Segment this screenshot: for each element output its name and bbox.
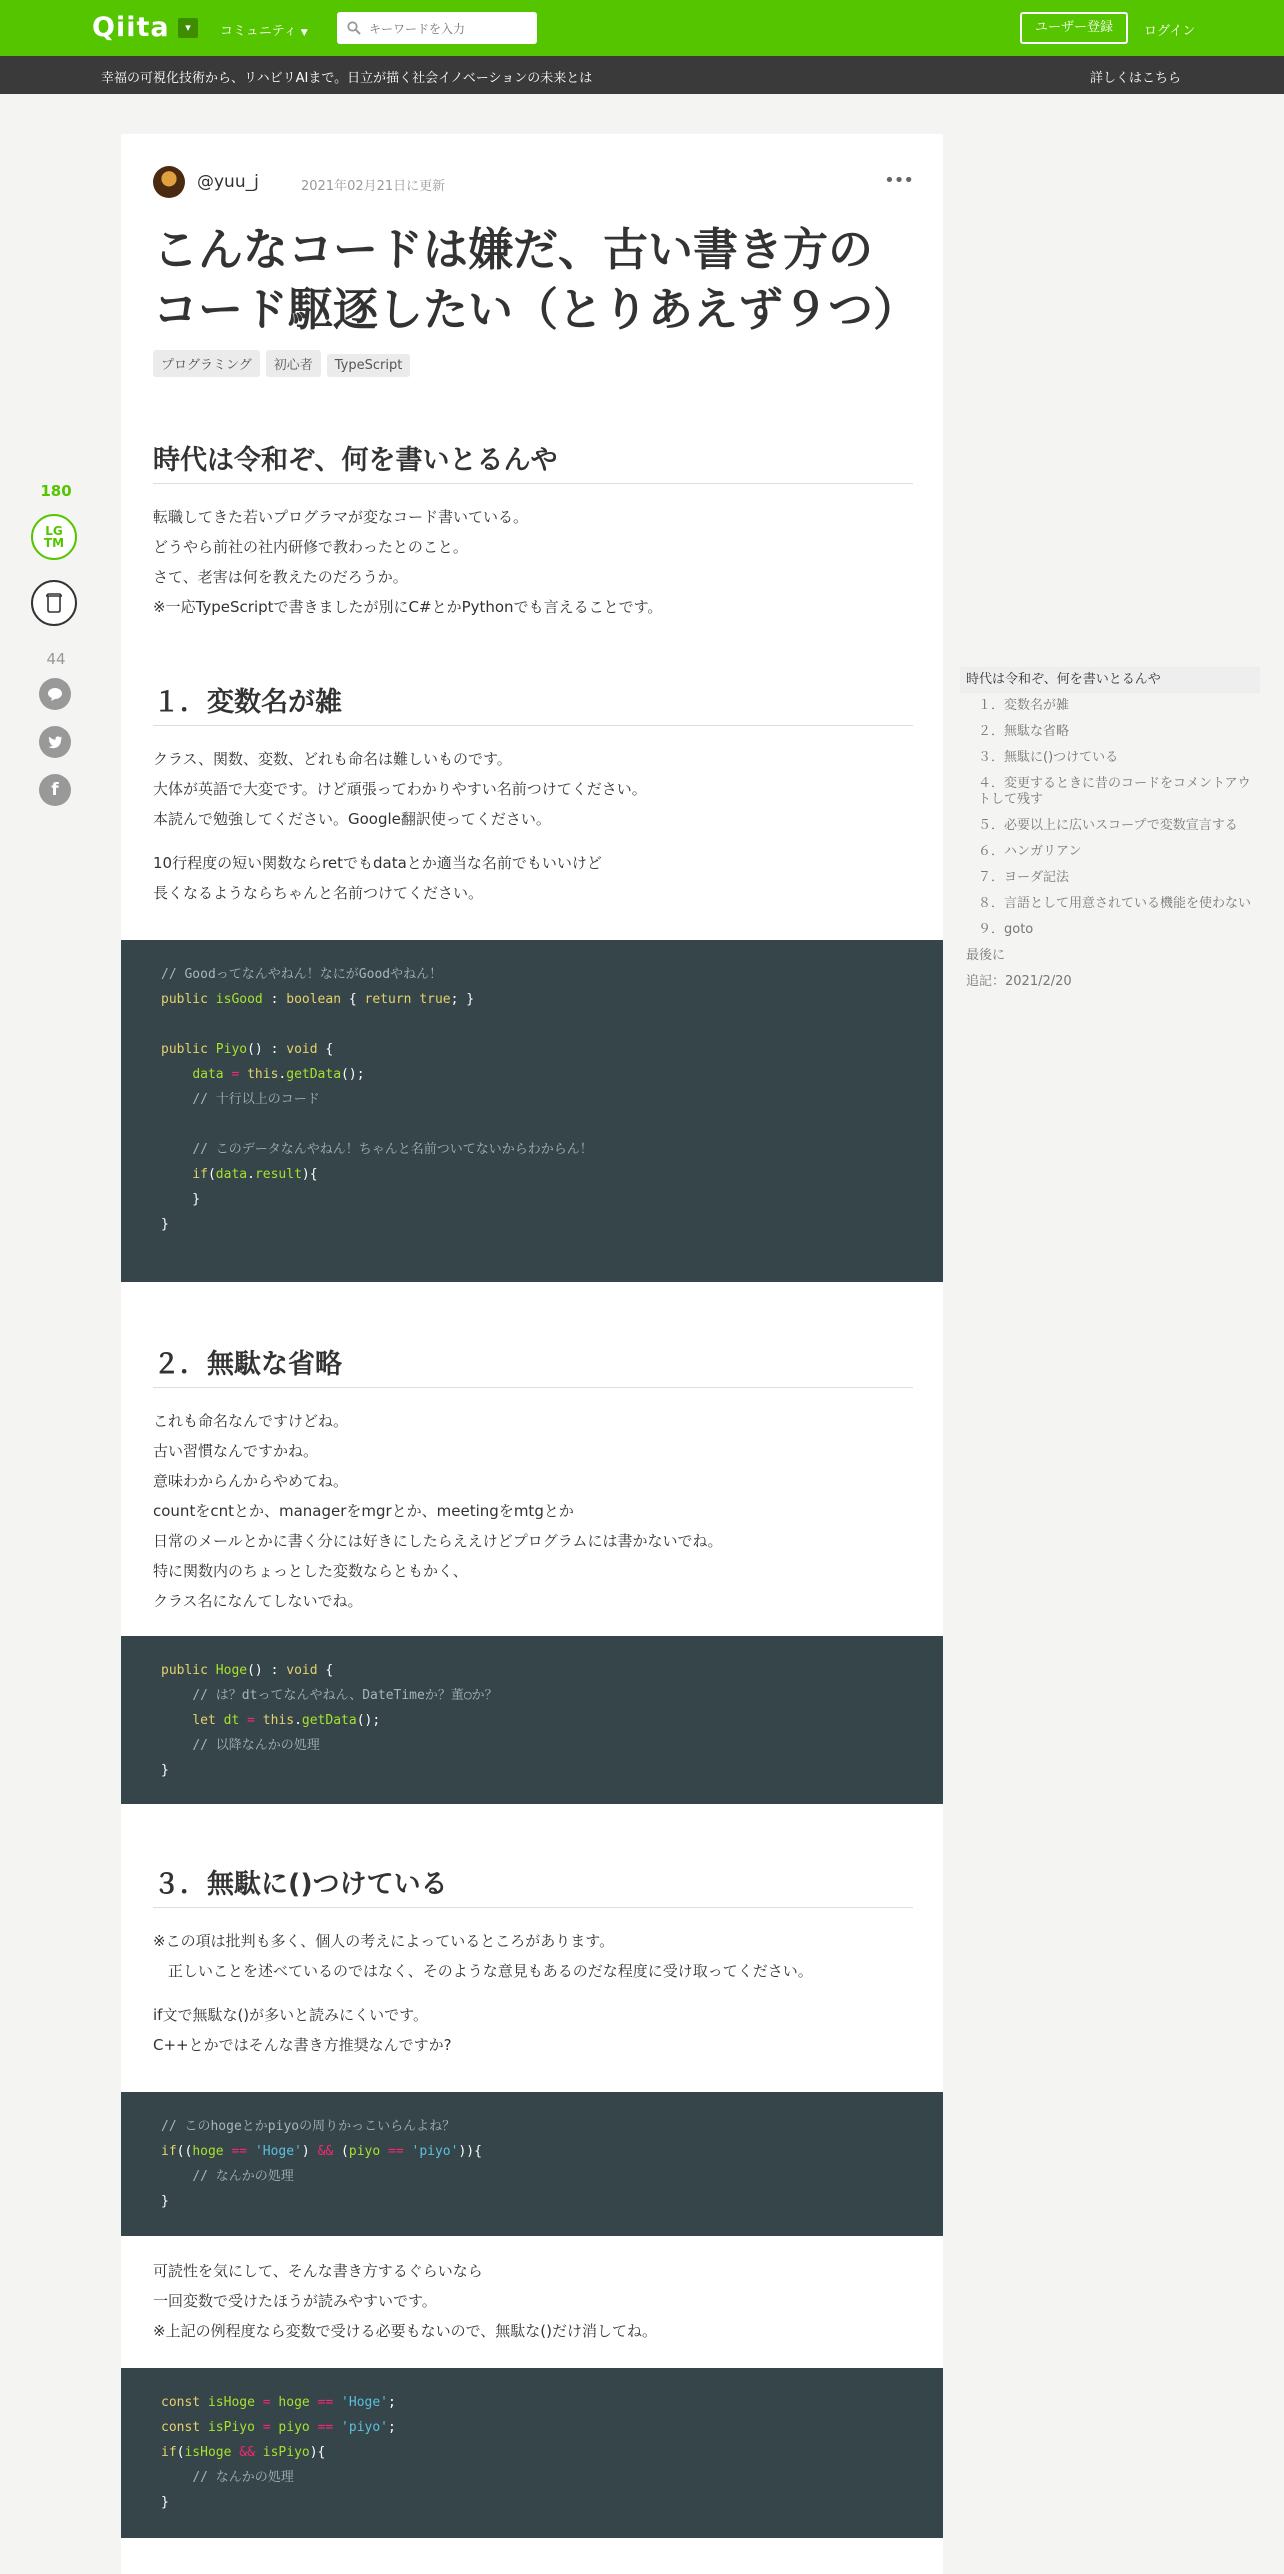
text-line: 可読性を気にして、そんな書き方するぐらいなら: [153, 2262, 483, 2280]
text-line: 転職してきた若いプログラマが変なコード書いている。: [153, 508, 529, 526]
section-3-text-b: [153, 2000, 913, 2060]
chevron-down-icon: ▼: [300, 28, 308, 38]
code-line: // このデータなんやねん！ちゃんと名前ついてないからわからん！: [192, 1142, 593, 1157]
banner-text[interactable]: 幸福の可視化技術から、リハビリAIまで。日立が描く社会イノベーションの未来とは: [101, 71, 593, 86]
tag-list: [153, 350, 416, 377]
section-3-text-c: [153, 2256, 913, 2346]
code-line: public Piyo() : void {: [161, 1042, 334, 1057]
code-line: data = this.getData();: [192, 1067, 365, 1082]
twitter-icon[interactable]: [39, 726, 71, 758]
updated-date: 2021年02月21日に更新: [301, 179, 446, 194]
code-line: if(isHoge && isPiyo){: [161, 2445, 326, 2460]
facebook-glyph: f: [51, 780, 59, 800]
section-2-text: [153, 1406, 913, 1616]
lgtm-label-bottom: TM: [43, 536, 65, 550]
comment-icon[interactable]: [39, 678, 71, 710]
toc-item[interactable]: 追記：2021/2/20: [966, 974, 1072, 989]
text-line: さて、老害は何を教えたのだろうか。: [153, 568, 408, 586]
facebook-icon[interactable]: [39, 774, 71, 806]
section-1-text-a: [153, 744, 913, 834]
code-line: // このhogeとかpiyoの周りかっこいらんよね？: [161, 2119, 456, 2134]
toc-item[interactable]: １．変数名が雑: [978, 698, 1070, 713]
code-line: // なんかの処理: [192, 2169, 294, 2184]
text-line: 大体が英語で大変です。けど頑張ってわかりやすい名前つけてください。: [153, 780, 647, 798]
banner-link[interactable]: 詳しくはこちら: [1090, 71, 1182, 86]
code-line: const isHoge = hoge == 'Hoge';: [161, 2395, 396, 2410]
code-line: // は？dtってなんやねん、DateTimeか？董○か？: [192, 1688, 498, 1703]
section-heading-intro: 時代は令和ぞ、何を書いとるんや: [153, 438, 913, 484]
text-line: どうやら前社の社内研修で教わったとのこと。: [153, 538, 468, 556]
comment-count: 44: [46, 650, 66, 668]
toc-item[interactable]: ３．無駄に()つけている: [978, 750, 1119, 765]
article-title: こんなコードは嫌だ、古い書き方のコード駆逐したい（とりあえず９つ）: [153, 223, 919, 336]
toc-item[interactable]: ７．ヨーダ記法: [978, 870, 1070, 885]
code-line: if(data.result){: [192, 1167, 318, 1182]
login-link[interactable]: ログイン: [1144, 24, 1196, 39]
code-line: public isGood : boolean { return true; }: [161, 992, 475, 1007]
lgtm-count: 180: [40, 482, 72, 500]
text-line: 意味わからんからやめてね。: [153, 1472, 349, 1490]
code-line: }: [161, 2495, 169, 2510]
stock-icon: [45, 593, 63, 613]
section-intro-text: [153, 502, 913, 622]
community-label: コミュニティ: [220, 24, 297, 39]
search-box[interactable]: [337, 12, 537, 44]
table-of-contents: [960, 667, 1260, 995]
text-line: C++とかではそんな書き方推奨なんですか?: [153, 2036, 452, 2054]
search-icon: [347, 21, 361, 35]
toc-item[interactable]: 最後に: [966, 948, 1006, 963]
text-line: これも命名なんですけどね。: [153, 1412, 349, 1430]
toc-item[interactable]: ４．変更するときに昔のコードをコメントアウトして残す: [978, 776, 1251, 807]
code-block-4[interactable]: [121, 2368, 943, 2538]
text-line: ※一応TypeScriptで書きましたが別にC#とかPythonでも言えることです。: [153, 598, 663, 616]
article-meta: [153, 166, 913, 200]
stock-button[interactable]: [31, 580, 77, 626]
toc-item[interactable]: ２．無駄な省略: [978, 724, 1070, 739]
tag-beginner[interactable]: 初心者: [266, 350, 321, 377]
code-block-2[interactable]: [121, 1636, 943, 1804]
text-line: クラス、関数、変数、どれも命名は難しいものです。: [153, 750, 512, 768]
global-header: [0, 0, 1284, 56]
code-block-3[interactable]: [121, 2092, 943, 2236]
search-input[interactable]: [367, 18, 531, 40]
code-line: [161, 1012, 903, 1037]
lgtm-label-top: LG: [45, 524, 63, 538]
logo-dropdown-icon[interactable]: ▾: [178, 18, 198, 38]
text-line: 長くなるようならちゃんと名前つけてください。: [153, 884, 484, 902]
text-line: 日常のメールとかに書く分には好きにしたらええけどプログラムには書かないでね。: [153, 1532, 723, 1550]
code-line: // なんかの処理: [192, 2470, 294, 2485]
tag-programming[interactable]: プログラミング: [153, 350, 260, 377]
text-line: 10行程度の短い関数ならretでもdataとか適当な名前でもいいけど: [153, 854, 602, 872]
section-1-text-b: [153, 848, 913, 908]
more-options-icon[interactable]: •••: [884, 170, 913, 191]
code-line: let dt = this.getData();: [192, 1713, 381, 1728]
code-line: // 以降なんかの処理: [192, 1738, 320, 1753]
code-line: [161, 1112, 903, 1137]
toc-item[interactable]: ６．ハンガリアン: [978, 844, 1082, 859]
section-heading-2: ２．無駄な省略: [153, 1342, 913, 1388]
section-3-text-a: [153, 1926, 913, 1986]
text-line: 古い習慣なんですかね。: [153, 1442, 319, 1460]
text-line: ※この項は批判も多く、個人の考えによっているところがあります。: [153, 1932, 615, 1950]
code-line: }: [161, 1217, 169, 1232]
text-line: 一回変数で受けたほうが読みやすいです。: [153, 2292, 437, 2310]
section-heading-3: ３．無駄に()つけている: [153, 1862, 913, 1908]
code-line: }: [161, 1763, 169, 1778]
article-card: [121, 134, 943, 2574]
text-line: 本読んで勉強してください。Google翻訳使ってください。: [153, 810, 551, 828]
code-line: const isPiyo = piyo == 'piyo';: [161, 2420, 396, 2435]
promo-banner: [0, 56, 1284, 94]
toc-item[interactable]: 時代は令和ぞ、何を書いとるんや: [960, 667, 1260, 693]
text-line: countをcntとか、managerをmgrとか、meetingをmtgとか: [153, 1502, 574, 1520]
qiita-logo[interactable]: Qiita: [92, 12, 170, 43]
text-line: 特に関数内のちょっとした変数ならともかく、: [153, 1562, 468, 1580]
code-block-1[interactable]: [121, 940, 943, 1282]
code-line: public Hoge() : void {: [161, 1663, 334, 1678]
code-line: // 十行以上のコード: [192, 1092, 320, 1107]
toc-item[interactable]: ８．言語として用意されている機能を使わない: [978, 896, 1252, 911]
code-line: if((hoge == 'Hoge') && (piyo == 'piyo')){: [161, 2144, 482, 2159]
code-line: }: [161, 1192, 201, 1207]
text-line: クラス名になんてしないでね。: [153, 1592, 363, 1610]
avatar[interactable]: [153, 166, 185, 198]
author-username[interactable]: @yuu_j: [197, 172, 259, 192]
toc-item[interactable]: ５．必要以上に広いスコープで変数宣言する: [978, 818, 1238, 833]
text-line: 正しいことを述べているのではなく、そのような意見もあるのだな程度に受け取ってください。: [153, 1962, 813, 1980]
toc-item[interactable]: ９．goto: [978, 922, 1034, 937]
signup-button[interactable]: ユーザー登録: [1020, 12, 1128, 44]
lgtm-button[interactable]: [31, 514, 77, 560]
section-heading-1: １．変数名が雑: [153, 680, 913, 726]
tag-typescript[interactable]: TypeScript: [327, 354, 411, 377]
text-line: ※上記の例程度なら変数で受ける必要もないので、無駄な()だけ消してね。: [153, 2322, 657, 2340]
text-line: if文で無駄な()が多いと読みにくいです。: [153, 2006, 428, 2024]
code-line: // Goodってなんやねん！なにがGoodやねん！: [161, 967, 443, 982]
community-menu[interactable]: [220, 20, 308, 39]
code-line: }: [161, 2194, 169, 2209]
